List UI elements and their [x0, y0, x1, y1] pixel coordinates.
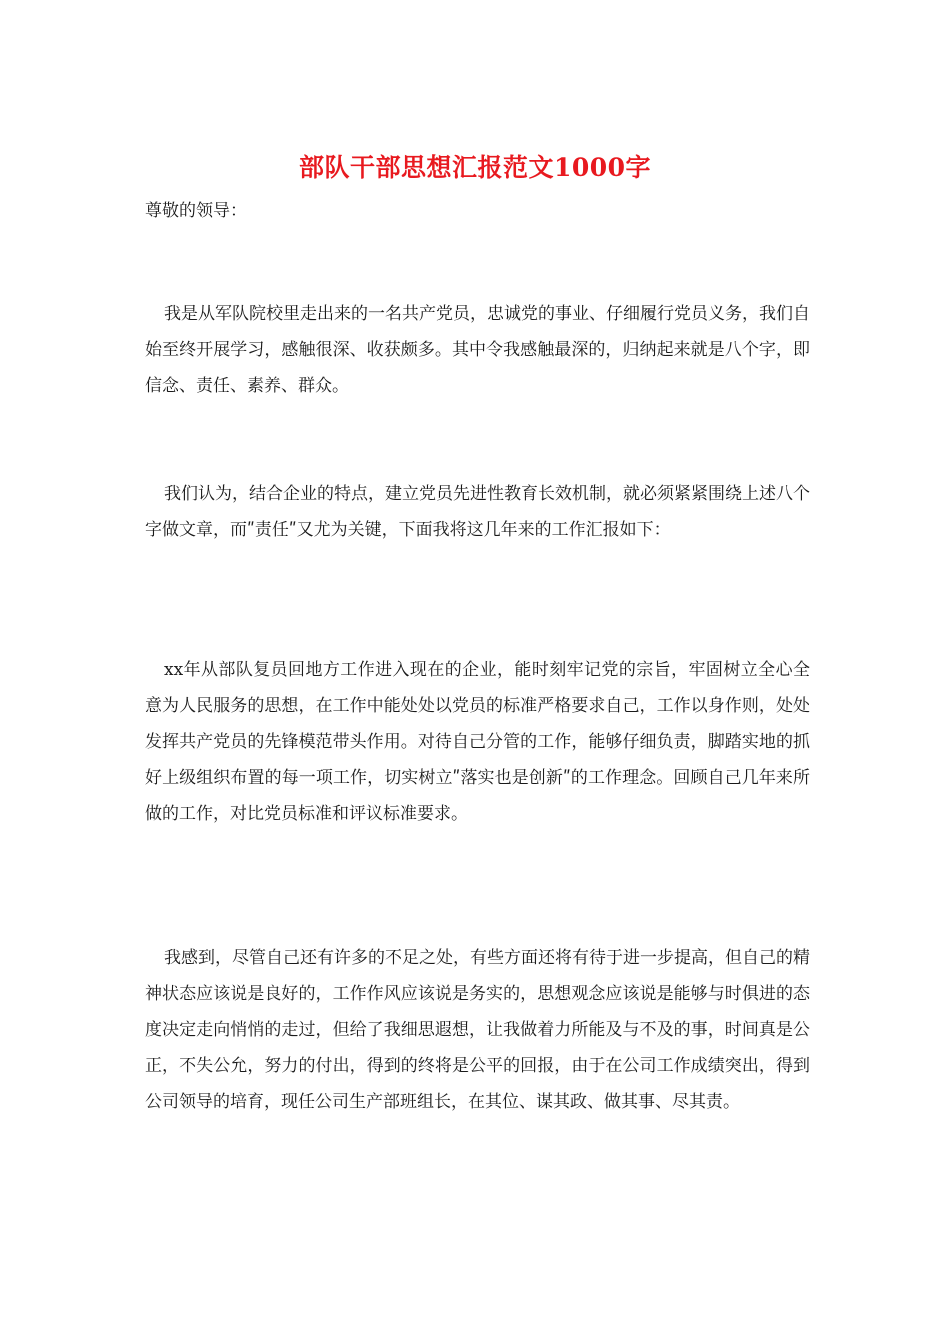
paragraph-3: xx年从部队复员回地方工作进入现在的企业，能时刻牢记党的宗旨，牢固树立全心全意为人民服务的思想，在工作中能处处以党员的标准严格要求自己，工作以身作则，处处发挥共产党员的先锋模范带头作用。对待自己分管的工作，能够仔细负责，脚踏实地的抓好上级组织布置的每一项工作，切实树立ʺ落实也是创新ʺ的工作理念。回顾自己几年来所做的工作，对比党员标准和评议标准要求。	[145, 660, 810, 824]
paragraph-2: 我们认为，结合企业的特点，建立党员先进性教育长效机制，就必须紧紧围绕上述八个字做文章，而ʺ责任ʺ又尤为关键，下面我将这几年来的工作汇报如下：	[145, 484, 810, 540]
paragraph-1: 我是从军队院校里走出来的一名共产党员，忠诚党的事业、仔细履行党员义务，我们自始至终开展学习，感触很深、收获颇多。其中令我感触最深的，归纳起来就是八个字，即信念、责任、素养、群众。	[145, 304, 810, 396]
paragraph-4: 我感到，尽管自己还有许多的不足之处，有些方面还将有待于进一步提高，但自己的精神状态应该说是良好的，工作作风应该说是务实的，思想观念应该说是能够与时俱进的态度决定走向悄悄的走过，但给了我细思遐想，让我做着力所能及与不及的事，时间真是公正，不失公允，努力的付出，得到的终将是公平的回报，由于在公司工作成绩突出，得到公司领导的培育，现任公司生产部班组长，在其位、谋其政、做其事、尽其责。	[145, 948, 810, 1112]
salutation: 尊敬的领导：	[145, 201, 247, 221]
document-title: 部队干部思想汇报范文1000字	[298, 153, 652, 182]
